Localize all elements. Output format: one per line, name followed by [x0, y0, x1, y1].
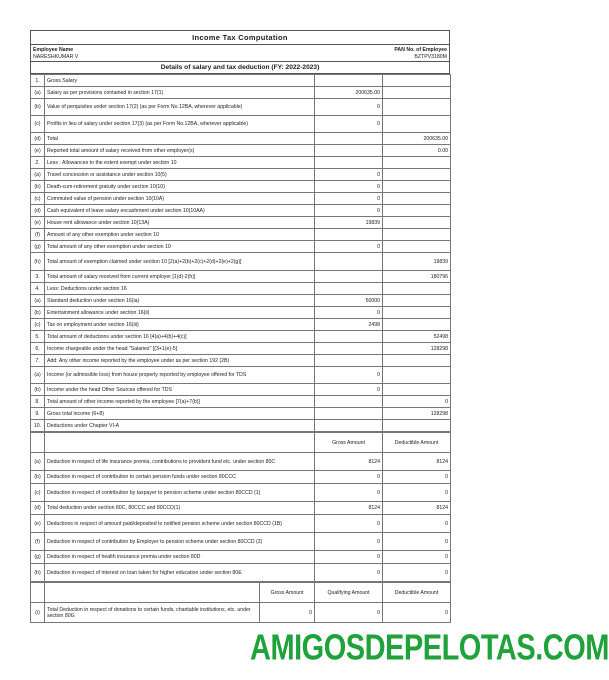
row-total: [383, 75, 451, 87]
row-total: 0.00: [383, 145, 451, 157]
gross-amount: 0: [315, 551, 383, 564]
row-total: [383, 169, 451, 181]
row-total: 52498: [383, 331, 451, 343]
row-description: Deductions in respect of amount paid/deposited to notified pension scheme under section 80CCD (1B): [45, 515, 315, 533]
row-total: [383, 99, 451, 116]
row-number: (h): [31, 564, 45, 582]
row-amount: 2498: [315, 319, 383, 331]
table-row: [31, 603, 451, 623]
row-amount: [315, 420, 383, 432]
gross-amount: 8124: [315, 453, 383, 471]
table-row: [31, 471, 451, 484]
row-number: (a): [31, 367, 45, 384]
table-row: [31, 355, 451, 367]
row-description: Add: Any other income reported by the employee under as per section 192 (2B): [45, 355, 315, 367]
row-number: (b): [31, 384, 45, 396]
row-total: [383, 295, 451, 307]
row-amount: [315, 408, 383, 420]
table-row: [31, 283, 451, 295]
employee-name: NARESHKUMAR V: [33, 54, 79, 60]
row-description: Tax on employment under section 16(iii): [45, 319, 315, 331]
pan-value: BZTPV3180M: [414, 54, 447, 60]
watermark: AMIGOSDEPELOTAS.COM: [250, 628, 609, 668]
gross-amount-header-2: Gross Amount: [260, 583, 315, 603]
page-title: Income Tax Computation: [30, 30, 450, 45]
table-row: [31, 420, 451, 432]
deductible-amount: 0: [383, 515, 451, 533]
gross-amount: 0: [260, 603, 315, 623]
table-row: [31, 384, 451, 396]
row-description: Salary as per provisions contained in section 17(1): [45, 87, 315, 99]
row-number: (d): [31, 205, 45, 217]
row-total: [383, 367, 451, 384]
row-total: 0: [383, 396, 451, 408]
table-row: [31, 295, 451, 307]
row-number: (b): [31, 471, 45, 484]
table-row: [31, 453, 451, 471]
row-description: Income under the head Other Sources offered for TDS: [45, 384, 315, 396]
employee-info: [30, 45, 450, 61]
row-amount: [315, 133, 383, 145]
row-total: [383, 355, 451, 367]
table-row: [31, 343, 451, 355]
row-amount: 0: [315, 169, 383, 181]
row-total: [383, 229, 451, 241]
row-amount: 19839: [315, 217, 383, 229]
table-row: [31, 133, 451, 145]
row-number: (c): [31, 484, 45, 502]
row-description: Travel concession or assistance under section 10(5): [45, 169, 315, 181]
row-amount: 0: [315, 99, 383, 116]
row-amount: 0: [315, 241, 383, 253]
row-amount: [315, 283, 383, 295]
table-row: [31, 396, 451, 408]
row-description: Total amount of any other exemption under section 10: [45, 241, 315, 253]
row-description: Value of perquisites under section 17(2) (as per Form No.12BA, wherever applicable): [45, 99, 315, 116]
row-amount: [315, 271, 383, 283]
row-total: [383, 241, 451, 253]
deductible-amount-header: Deductible Amount: [383, 433, 451, 453]
deductible-amount: 8124: [383, 502, 451, 515]
row-number: (e): [31, 145, 45, 157]
gross-amount-header: Gross Amount: [315, 433, 383, 453]
row-description: Deduction in respect of contribution by taxpayer to pension scheme under section 80CCD (1): [45, 484, 315, 502]
row-amount: 0: [315, 116, 383, 133]
deductible-amount: 0: [383, 551, 451, 564]
table-row: [31, 87, 451, 99]
pan-label: PAN No. of Employee: [394, 47, 447, 53]
row-number: (f): [31, 229, 45, 241]
row-number: (b): [31, 307, 45, 319]
row-amount: 0: [315, 367, 383, 384]
row-description: Total: [45, 133, 315, 145]
row-amount: 0: [315, 181, 383, 193]
row-description: Deduction in respect of life insurance premia, contributions to provident fund etc. under section 80C: [45, 453, 315, 471]
row-description: Reported total amount of salary received from other employer(s): [45, 145, 315, 157]
row-amount: 0: [315, 205, 383, 217]
row-description: Amount of any other exemption under section 10: [45, 229, 315, 241]
row-number: 4.: [31, 283, 45, 295]
table-row: [31, 331, 451, 343]
row-amount: 0: [315, 307, 383, 319]
row-number: (g): [31, 551, 45, 564]
row-number: 7.: [31, 355, 45, 367]
gross-amount: 0: [315, 471, 383, 484]
table-row: [31, 253, 451, 271]
table-row: [31, 484, 451, 502]
row-description: Deduction in respect of interest on loan taken for higher education under section 80E: [45, 564, 315, 582]
row-total: [383, 420, 451, 432]
table-row: [31, 157, 451, 169]
gross-amount: 0: [315, 564, 383, 582]
row-description: Deduction in respect of contribution by Employer to pension scheme under section 80CCD (2): [45, 533, 315, 551]
row-amount: [315, 253, 383, 271]
row-total: [383, 87, 451, 99]
row-amount: [315, 157, 383, 169]
table-row: [31, 271, 451, 283]
row-description: Deduction in respect of contribution to certain pension funds under section 80CCC: [45, 471, 315, 484]
row-description: Cash equivalent of leave salary encashment under section 10(10AA): [45, 205, 315, 217]
table-row: [31, 99, 451, 116]
deductible-amount: 0: [383, 533, 451, 551]
row-number: (d): [31, 502, 45, 515]
employee-name-label: Employee Name: [33, 47, 74, 53]
row-amount: [315, 145, 383, 157]
deductible-amount: 0: [383, 484, 451, 502]
row-amount: [315, 343, 383, 355]
row-total: [383, 283, 451, 295]
table-row: [31, 75, 451, 87]
row-total: 180796: [383, 271, 451, 283]
qualifying-amount-header: Qualifying Amount: [315, 583, 383, 603]
table-row: [31, 564, 451, 582]
table-row: [31, 533, 451, 551]
row-total: 128298: [383, 408, 451, 420]
row-description: Death-cum-retirement gratuity under section 10(10): [45, 181, 315, 193]
row-total: [383, 157, 451, 169]
row-number: 6.: [31, 343, 45, 355]
row-number: (c): [31, 193, 45, 205]
row-description: Less: Deductions under section 16: [45, 283, 315, 295]
row-number: (b): [31, 99, 45, 116]
deductible-amount: 8124: [383, 453, 451, 471]
table-row: [31, 367, 451, 384]
table-row: [31, 408, 451, 420]
row-number: (a): [31, 87, 45, 99]
gross-amount: 0: [315, 484, 383, 502]
via-table: [30, 432, 451, 582]
gross-amount: 0: [315, 515, 383, 533]
row-amount: [315, 396, 383, 408]
row-description: Standard deduction under section 16(ia): [45, 295, 315, 307]
table-row: [31, 551, 451, 564]
table-row: [31, 502, 451, 515]
row-total: 128298: [383, 343, 451, 355]
deductible-amount: 0: [383, 564, 451, 582]
row-amount: [315, 331, 383, 343]
table-row: [31, 217, 451, 229]
table-row: [31, 319, 451, 331]
row-total: [383, 384, 451, 396]
qualifying-header-row: [31, 583, 451, 603]
table-row: [31, 116, 451, 133]
deductible-amount: 0: [383, 471, 451, 484]
row-number: 3.: [31, 271, 45, 283]
row-total: [383, 217, 451, 229]
row-total: [383, 116, 451, 133]
row-number: (d): [31, 133, 45, 145]
row-number: 5.: [31, 331, 45, 343]
row-number: (e): [31, 515, 45, 533]
table-row: [31, 241, 451, 253]
row-number: 2.: [31, 157, 45, 169]
row-number: (a): [31, 453, 45, 471]
row-number: (h): [31, 253, 45, 271]
table-row: [31, 307, 451, 319]
section-subtitle: Details of salary and tax deduction (FY: 2022-2023): [30, 61, 450, 74]
deductible-amount: 0: [383, 603, 451, 623]
row-description: Less : Allowances to the extent exempt under section 10: [45, 157, 315, 169]
row-number: (c): [31, 319, 45, 331]
row-amount: 0: [315, 193, 383, 205]
row-number: (b): [31, 181, 45, 193]
table-row: [31, 193, 451, 205]
row-amount: [315, 229, 383, 241]
row-number: (a): [31, 295, 45, 307]
row-number: 10.: [31, 420, 45, 432]
row-number: (f): [31, 533, 45, 551]
row-amount: 200635.00: [315, 87, 383, 99]
row-total: [383, 193, 451, 205]
gross-amount: 8124: [315, 502, 383, 515]
row-description: Commuted value of pension under section 10(10A): [45, 193, 315, 205]
deductible-amount-header-2: Deductible Amount: [383, 583, 451, 603]
row-description: Income (or admissible loss) from house property reported by employee offered for TDS: [45, 367, 315, 384]
gross-amount: 0: [315, 533, 383, 551]
row-description: Total amount of salary received from current employer [1(d)-2(h)]: [45, 271, 315, 283]
table-row: [31, 515, 451, 533]
table-row: [31, 205, 451, 217]
salary-table: [30, 74, 451, 432]
row-description: House rent allowance under section 10(13A): [45, 217, 315, 229]
table-row: [31, 169, 451, 181]
row-number: (i): [31, 603, 45, 623]
row-description: Total deduction under section 80C, 80CCC and 80CCD(1): [45, 502, 315, 515]
row-amount: 50000: [315, 295, 383, 307]
row-total: 19839: [383, 253, 451, 271]
table-row: [31, 145, 451, 157]
row-description: Deduction in respect of health insurance premia under section 80D: [45, 551, 315, 564]
row-description: Total amount of other income reported by the employee [7(a)+7(b)]: [45, 396, 315, 408]
row-total: 200635.00: [383, 133, 451, 145]
row-description: Entertainment allowance under section 16(ii): [45, 307, 315, 319]
table-row: [31, 229, 451, 241]
row-total: [383, 181, 451, 193]
row-description: Total Deduction in respect of donations to certain funds, charitable institutions, etc. under section 80G: [45, 603, 260, 623]
qualifying-amount: 0: [315, 603, 383, 623]
row-number: (c): [31, 116, 45, 133]
row-number: (e): [31, 217, 45, 229]
row-description: Total amount of deductions under section 16 [4(a)+4(b)+4(c)]: [45, 331, 315, 343]
row-number: 9.: [31, 408, 45, 420]
row-description: Total amount of exemption claimed under section 10 [2(a)+2(b)+2(c)+2(d)+2(e)+2(g)]: [45, 253, 315, 271]
row-number: (a): [31, 169, 45, 181]
row-number: (g): [31, 241, 45, 253]
row-description: Income chargeable under the head "Salaries" [(3+1(e)-5]: [45, 343, 315, 355]
row-total: [383, 307, 451, 319]
row-total: [383, 319, 451, 331]
row-amount: [315, 355, 383, 367]
via-header-row: [31, 433, 451, 453]
table-row: [31, 181, 451, 193]
row-description: Deductions under Chapter VI-A: [45, 420, 315, 432]
row-number: 8.: [31, 396, 45, 408]
row-amount: 0: [315, 384, 383, 396]
row-total: [383, 205, 451, 217]
row-number: 1.: [31, 75, 45, 87]
row-amount: [315, 75, 383, 87]
tax-computation-sheet: [30, 30, 450, 623]
qualifying-table: [30, 582, 451, 623]
row-description: Gross Salary: [45, 75, 315, 87]
row-description: Gross total income (6+8): [45, 408, 315, 420]
row-description: Profits in lieu of salary under section 17(3) (as per Form No.12BA, wherever applicable): [45, 116, 315, 133]
